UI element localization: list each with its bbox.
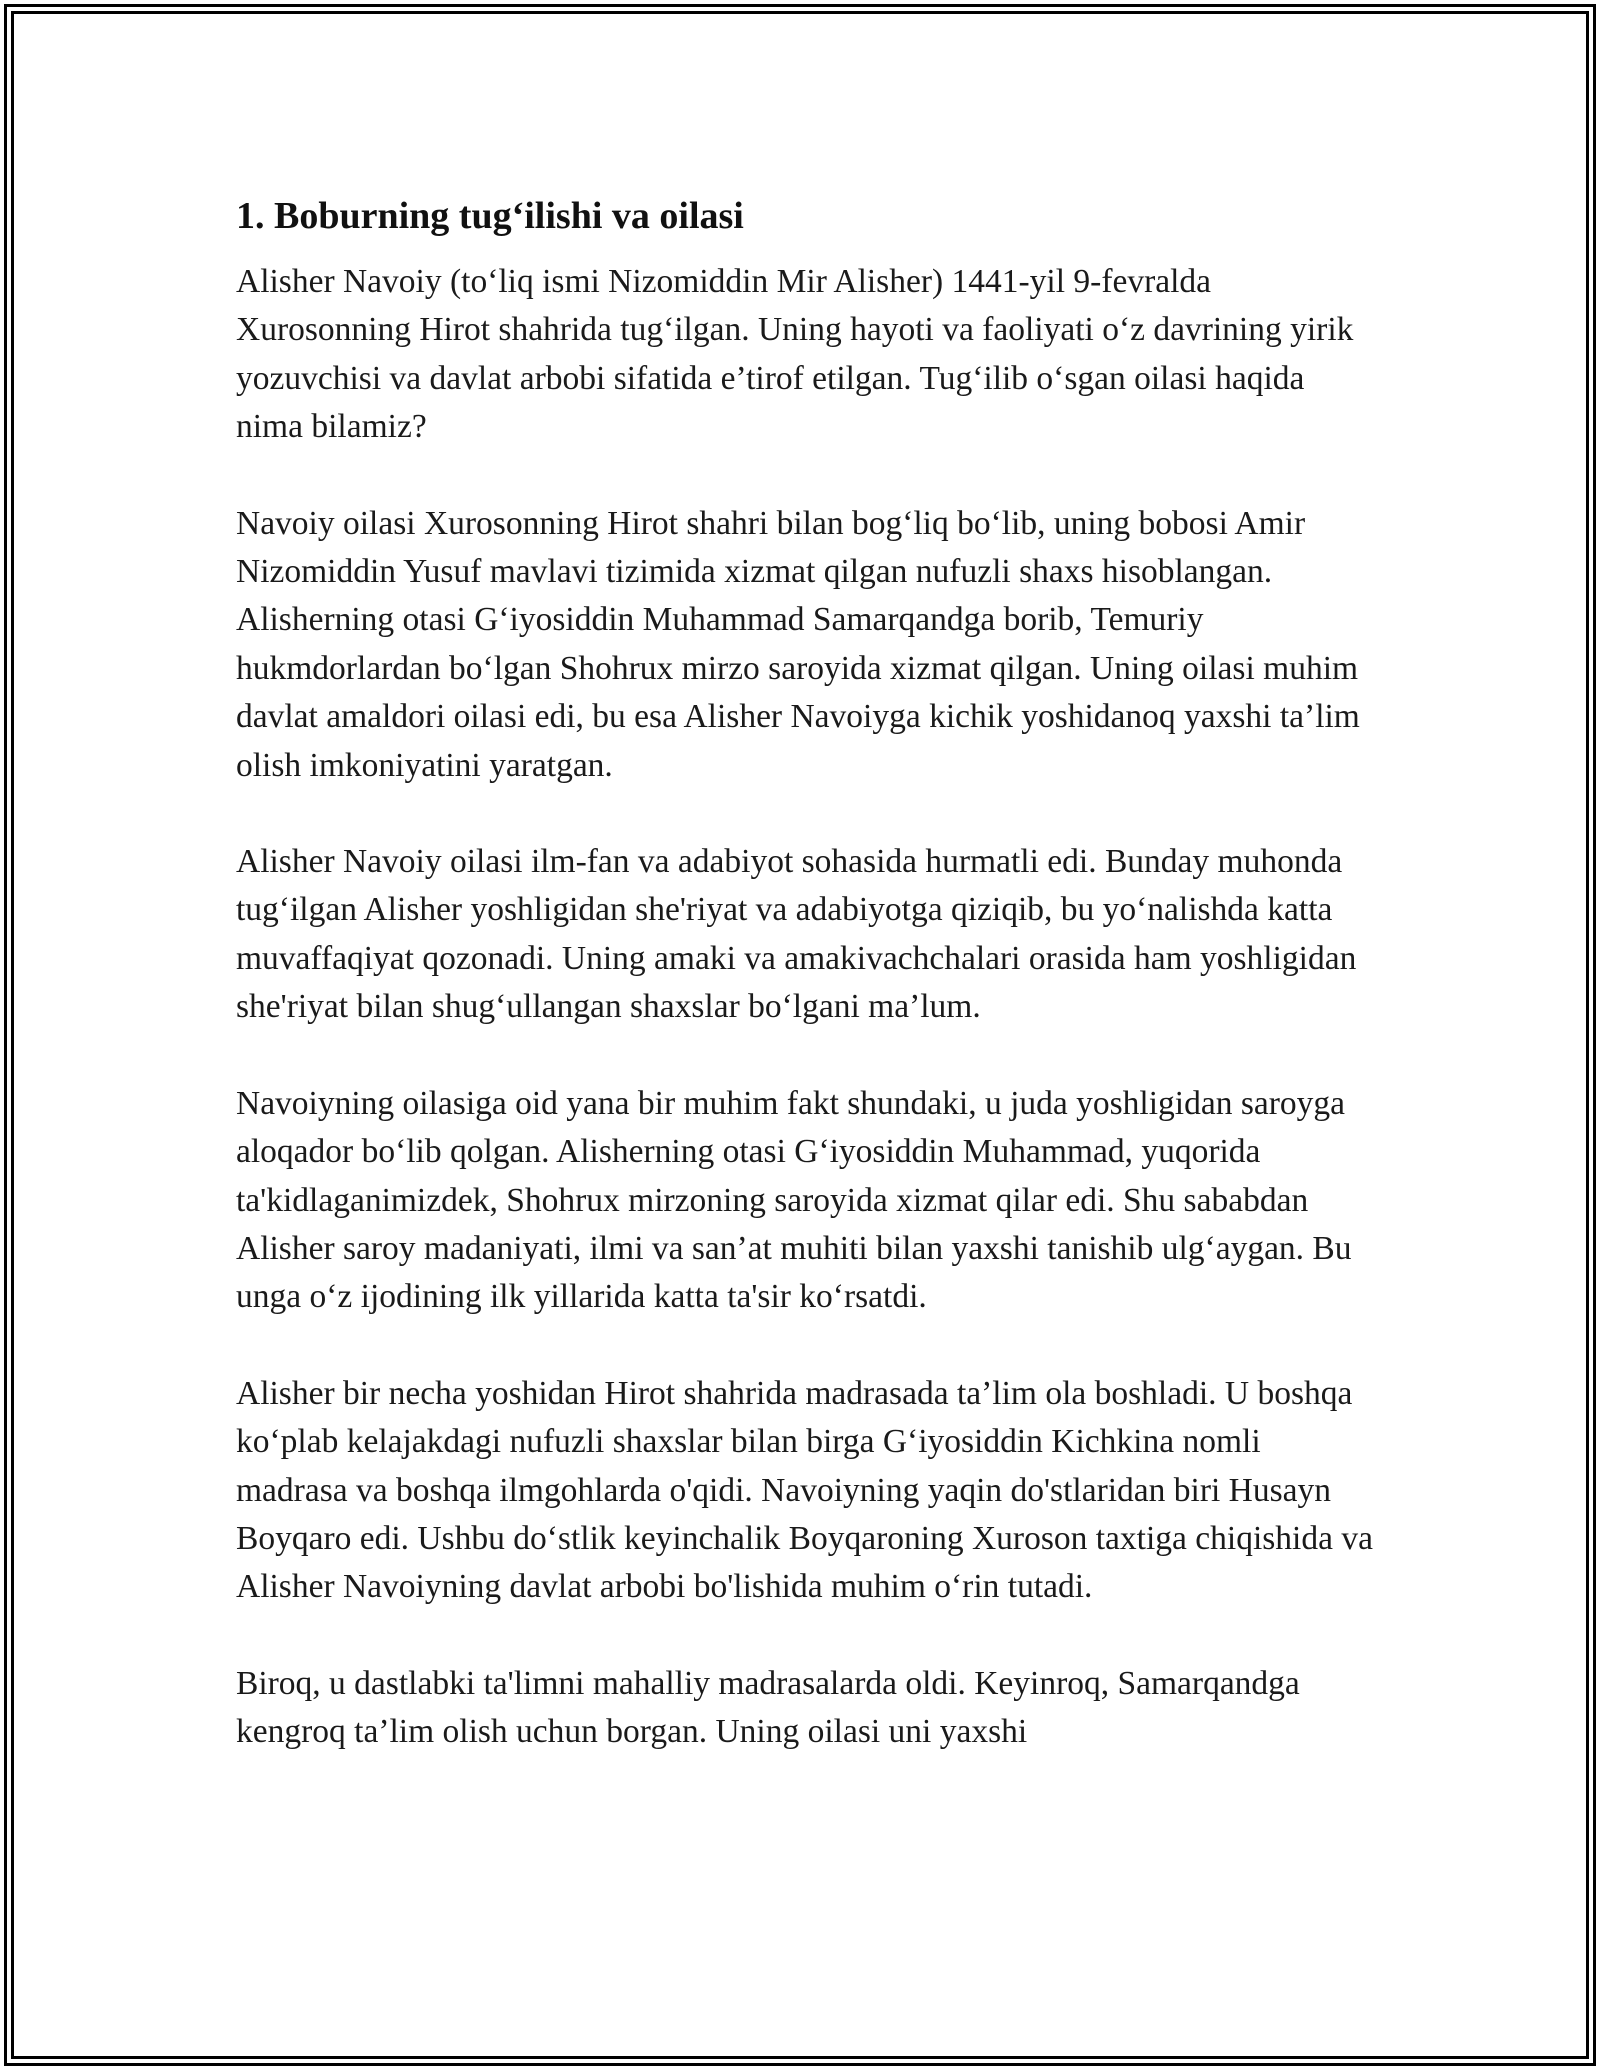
paragraph-3: Alisher Navoiy oilasi ilm-fan va adabiyot sohasida hurmatli edi. Bunday muhonda tug‘ilgan Alisher yoshligidan she'riyat va adabiyotga qiziqib, bu yo‘nalishda katta muvaffaqiyat qozonadi. Uning amaki va amakivachchalari orasida ham yoshligidan she'riyat bilan shug‘ullangan shaxslar bo‘lgani ma’lum.: [236, 843, 1357, 1026]
paragraph-6: Biroq, u dastlabki ta'limni mahalliy madrasalarda oldi. Keyinroq, Samarqandga kengroq ta’lim olish uchun borgan. Uning oilasi uni yaxshi: [236, 1664, 1300, 1751]
document-body: [236, 190, 1376, 1805]
paragraph-1: Alisher Navoiy (to‘liq ismi Nizomiddin Mir Alisher) 1441-yil 9-fevralda Xurosonning Hirot shahrida tug‘ilgan. Uning hayoti va faoliyati o‘z davrining yirik yozuvchisi va davlat arbobi sifatida e’tirof etilgan. Tug‘ilib o‘sgan oilasi haqida nima bilamiz?: [236, 263, 1354, 446]
paragraph-list: [236, 258, 1376, 1757]
paragraph-4: Navoiyning oilasiga oid yana bir muhim fakt shundaki, u juda yoshligidan saroyga aloqador bo‘lib qolgan. Alisherning otasi G‘iyosiddin Muhammad, yuqorida ta'kidlaganimizdek, Shohrux mirzoning saroyida xizmat qilar edi. Shu sababdan Alisher saroy madaniyati, ilmi va san’at muhiti bilan yaxshi tanishib ulg‘aygan. Bu unga o‘z ijodining ilk yillarida katta ta'sir ko‘rsatdi.: [236, 1084, 1352, 1316]
paragraph-2: Navoiy oilasi Xurosonning Hirot shahri bilan bog‘liq bo‘lib, uning bobosi Amir Nizomiddin Yusuf mavlavi tizimida xizmat qilgan nufuzli shaxs hisoblangan. Alisherning otasi G‘iyosiddin Muhammad Samarqandga borib, Temuriy hukmdorlardan bo‘lgan Shohrux mirzo saroyida xizmat qilgan. Uning oilasi muhim davlat amaldori oilasi edi, bu esa Alisher Navoiyga kichik yoshidanoq yaxshi ta’lim olish imkoniyatini yaratgan.: [236, 504, 1360, 784]
paragraph-5: Alisher bir necha yoshidan Hirot shahrida madrasada ta’lim ola boshladi. U boshqa ko‘plab kelajakdagi nufuzli shaxslar bilan birga G‘iyosiddin Kichkina nomli madrasa va boshqa ilmgohlarda o'qidi. Navoiyning yaqin do'stlaridan biri Husayn Boyqaro edi. Ushbu do‘stlik keyinchalik Boyqaroning Xuroson taxtiga chiqishida va Alisher Navoiyning davlat arbobi bo'lishida muhim o‘rin tutadi.: [236, 1374, 1373, 1606]
section-heading: 1. Boburning tug‘ilishi va oilasi: [236, 195, 744, 237]
